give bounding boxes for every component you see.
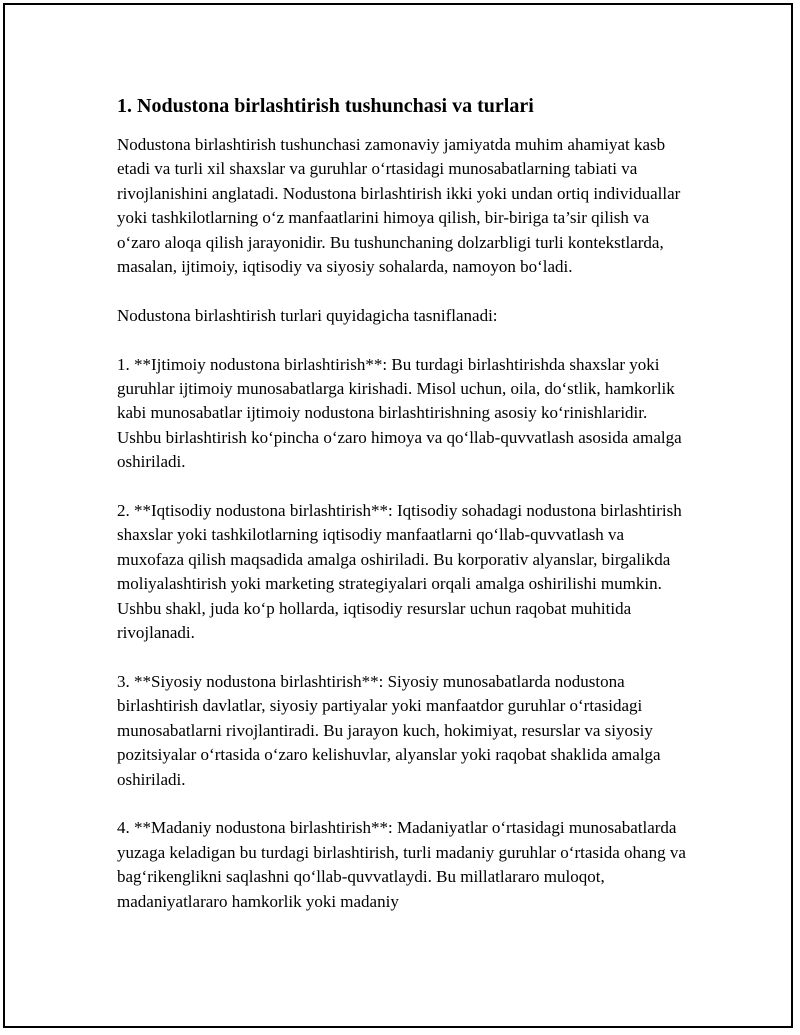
paragraph-economic: 2. **Iqtisodiy nodustona birlashtirish**: Iqtisodiy sohadagi nodustona birlashtirish shaxslar yoki tashkilotlarning iqtisodiy manfaatlarni qo‘llab-quvvatlash va muxofaza qilish maqsadida amalga oshiriladi. Bu korporativ alyanslar, birgalikda moliyalashtirish yoki marketing strategiyalari orqali amalga oshirilishi mumkin. Ushbu shakl, juda ko‘p hollarda, iqtisodiy resurslar uchun raqobat muhitida rivojlanadi. (117, 501, 682, 643)
paragraph-types-intro: Nodustona birlashtirish turlari quyidagicha tasniflanadi: (117, 305, 498, 325)
paragraph-intro: Nodustona birlashtirish tushunchasi zamonaviy jamiyatda muhim ahamiyat kasb etadi va turli xil shaxslar va guruhlar o‘rtasidagi munosabatlarning tabiati va rivojlanishini anglatadi. Nodustona birlashtirish ikki yoki undan ortiq individuallar yoki tashkilotlarning o‘z manfaatlarini himoya qilish, bir-biriga ta’sir qilish va o‘zaro aloqa qilish jarayonidir. Bu tushunchaning dolzarbligi turli kontekstlarda, masalan, ijtimoiy, iqtisodiy va siyosiy sohalarda, namoyon bo‘ladi. (117, 135, 681, 277)
paragraph-cultural: 4. **Madaniy nodustona birlashtirish**: Madaniyatlar o‘rtasidagi munosabatlarda yuzaga keladigan bu turdagi birlashtirish, turli madaniy guruhlar o‘rtasida ohang va bag‘rikenglikni saqlashni qo‘llab-quvvatlaydi. Bu millatlararo muloqot, madaniyatlararo hamkorlik yoki madaniy (117, 818, 686, 911)
paragraph-political: 3. **Siyosiy nodustona birlashtirish**: Siyosiy munosabatlarda nodustona birlashtirish davlatlar, siyosiy partiyalar yoki manfaatdor guruhlar o‘rtasidagi munosabatlarni rivojlantiradi. Bu jarayon kuch, hokimiyat, resurslar va siyosiy pozitsiyalar o‘rtasida o‘zaro kelishuvlar, alyanslar yoki raqobat shaklida amalga oshiriladi. (117, 671, 661, 789)
document-body (117, 93, 692, 938)
paragraph-social: 1. **Ijtimoiy nodustona birlashtirish**: Bu turdagi birlashtirishda shaxslar yoki guruhlar ijtimoiy munosabatlarga kirishadi. Misol uchun, oila, do‘stlik, hamkorlik kabi munosabatlar ijtimoiy nodustona birlashtirishning asosiy ko‘rinishlaridir. Ushbu birlashtirish ko‘pincha o‘zaro himoya va qo‘llab-quvvatlash asosida amalga oshiriladi. (117, 354, 682, 472)
section-heading: 1. Nodustona birlashtirish tushunchasi va turlari (117, 95, 534, 117)
